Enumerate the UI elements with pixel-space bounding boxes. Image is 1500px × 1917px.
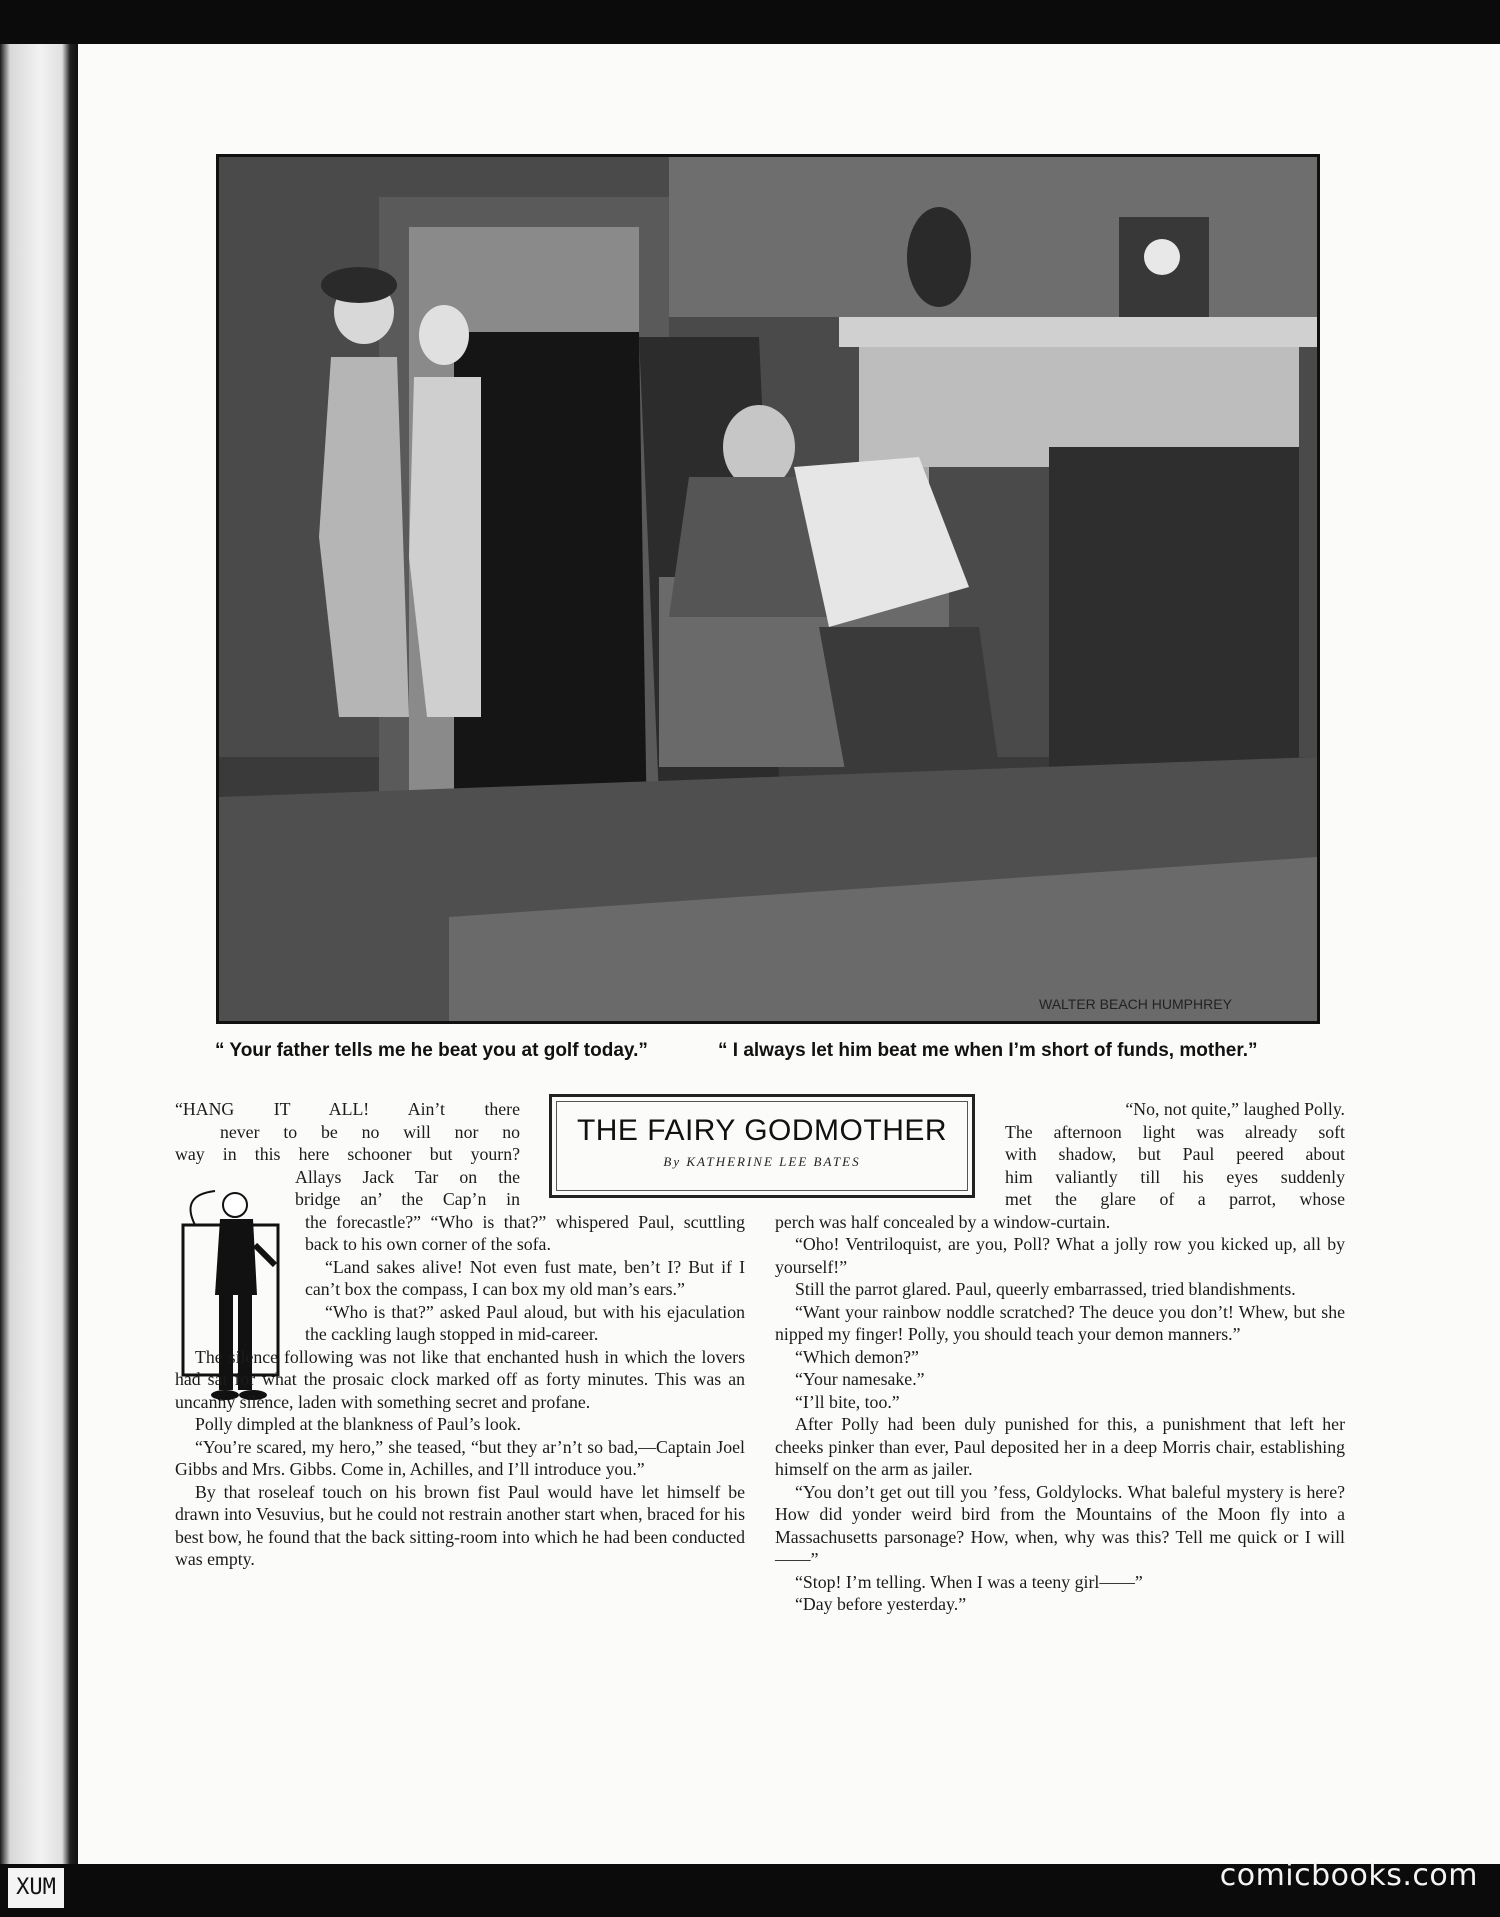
col2-line-3: with shadow, but Paul peered about [1005,1144,1345,1164]
col1-p2: “Land sakes alive! Not even fust mate, ben’t I? But if I can’t box the compass, I can box my old man’s ears.” [305,1256,745,1299]
col2-p5: “Which demon?” [795,1346,919,1367]
vase [907,207,971,307]
col1-p3: “Who is that?” asked Paul aloud, but with his ejaculation the cackling laugh stopped in mid-career. [305,1301,745,1344]
watermark: comicbooks.com [1219,1858,1478,1893]
col1-p6: “You’re scared, my hero,” she teased, “but they ar’n’t so bad,—Captain Joel Gibbs and Mrs. Gibbs. Come in, Achilles, and I’ll introduce you.” [175,1436,745,1479]
story-title: THE FAIRY GODMOTHER [576,1114,948,1147]
column-right [775,1098,1345,1616]
caption-right: “ I always let him beat me when I’m short of funds, mother.” [718,1040,1258,1061]
illustration-drawing [219,157,1317,1021]
col2-p8: After Polly had been duly punished for this, a punishment that left her cheeks pinker than ever, Paul deposited her in a deep Morris chair, establishing himself on the arm as jailer. [775,1414,1345,1479]
caption-left: “ Your father tells me he beat you at golf today.” [215,1040,648,1061]
col2-p11: “Day before yesterday.” [795,1594,967,1614]
col2-p2: “Oho! Ventriloquist, are you, Poll? What a jolly row you kicked up, all by yourself!” [775,1234,1345,1277]
column-left [175,1098,745,1571]
col1-line-5: bridge an’ the Cap’n in [295,1189,520,1209]
col1-p7: By that roseleaf touch on his brown fist Paul would have let himself be drawn into Vesuvius, but he could not restrain another start when, braced for his best bow, he found that the back sitting-room into which he had been conducted was empty. [175,1481,745,1569]
col1-line-1: “HANG IT ALL! Ain’t there [175,1099,520,1119]
col2-line-2: The afternoon light was already soft [1005,1121,1345,1142]
col2-line-4: him valiantly till his eyes suddenly [1005,1166,1345,1187]
col1-p4: The silence following was not like that enchanted hush in which the lovers had sat for what the prosaic clock marked off as forty minutes. This was an uncanny silence, laden with something secret and profane. [175,1346,745,1412]
col1-p1-rest: the forecastle?” “Who is that?” whispered Paul, scuttling back to his own corner of the sofa. [305,1211,745,1254]
col2-p1-rest: perch was half concealed by a window-curtain. [775,1211,1111,1232]
col1-line-2: never to be no will nor no [220,1121,520,1142]
col1-line-3: way in this here schooner but yourn? [175,1144,520,1164]
col2-p10: “Stop! I’m telling. When I was a teeny girl——” [795,1571,1143,1592]
col2-line-1: “No, not quite,” laughed Polly. [1125,1099,1345,1119]
book-spine-edge [0,44,78,1864]
col2-p6: “Your namesake.” [795,1369,925,1389]
col1-line-4: Allays Jack Tar on the [295,1166,520,1187]
col2-line-5: met the glare of a parrot, whose [1005,1189,1345,1209]
col2-p3: Still the parrot glared. Paul, queerly embarrassed, tried blandishments. [795,1279,1296,1299]
story-byline: By KATHERINE LEE BATES [663,1154,861,1169]
page-tag: XUM [8,1868,64,1908]
artist-signature: WALTER BEACH HUMPHREY [1039,996,1232,1012]
col1-p5: Polly dimpled at the blankness of Paul’s look. [195,1414,521,1434]
story-illustration [216,154,1320,1024]
col2-p4: “Want your rainbow noddle scratched? The deuce you don’t! Whew, but she nipped my finger! Polly, you should teach your demon manners.” [775,1301,1345,1344]
col1-opening [175,1098,745,1211]
col2-p7: “I’ll bite, too.” [795,1391,900,1412]
col2-p9: “You don’t get out till you ’fess, Goldylocks. What baleful mystery is here? How did yonder weird bird from the Mountains of the Moon fly into a Massachusetts parsonage? How, when, why was this? Tell me quick or I will ——” [775,1481,1345,1569]
col2-opening [1005,1098,1345,1211]
scan-top-border [0,0,1500,44]
